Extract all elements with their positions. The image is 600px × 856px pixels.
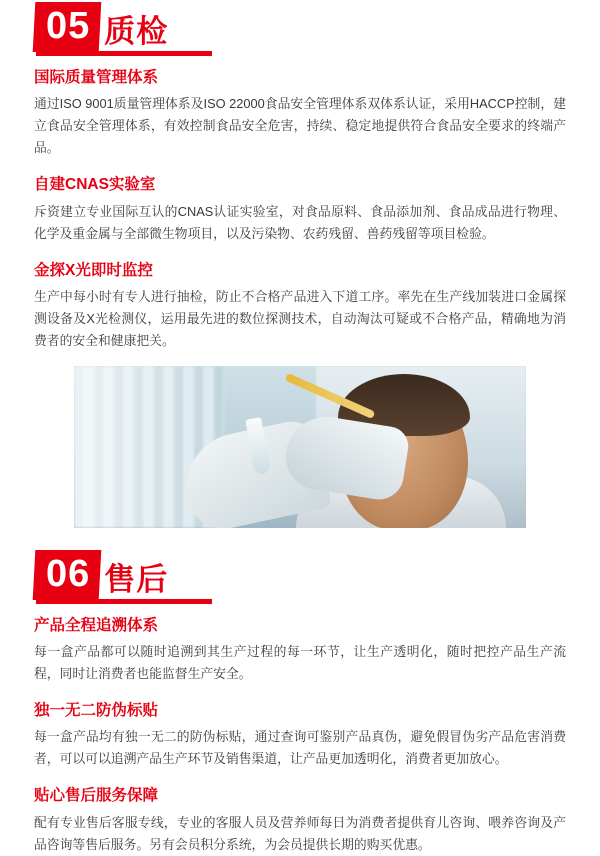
section-number-text: 06 (46, 552, 91, 595)
lab-photo-container (34, 366, 566, 528)
block-title: 产品全程追溯体系 (34, 616, 159, 634)
content-block (34, 173, 566, 244)
content-block (34, 699, 566, 770)
block-title: 贴心售后服务保障 (34, 787, 159, 805)
section-title-text: 质检 (104, 14, 169, 49)
content-block (34, 614, 566, 685)
block-body: 通过ISO 9001质量管理体系及ISO 22000食品安全管理体系双体系认证，采用HACCP控制，建立食品安全管理体系，有效控制食品安全危害，持续、稳定地提供符合食品安全要求的终端产品。 (34, 96, 566, 156)
section-title-text: 售后 (104, 561, 169, 597)
content-block (34, 66, 566, 159)
block-body: 配有专业售后客服专线，专业的客服人员及营养师每日为消费者提供育儿咨询、喂养咨询及产品咨询等售后服务。另有会员积分系统，为会员提供长期的购买优惠。 (34, 814, 566, 852)
section-number-badge (33, 2, 102, 52)
block-body: 每一盒产品都可以随时追溯到其生产过程的每一环节，让生产透明化，随时把控产品生产流程，同时让消费者也能监督生产安全。 (34, 644, 566, 681)
block-title: 自建CNAS实验室 (34, 176, 156, 194)
block-title: 金探X光即时监控 (34, 261, 153, 279)
block-body: 生产中每小时有专人进行抽检，防止不合格产品进入下道工序。率先在生产线加装进口金属探测设备及X光检测仪，运用最先进的数位探测技术，自动淘汰可疑或不合格产品，精确地为消费者的安全和健康把关。 (34, 288, 566, 348)
section-number-text: 05 (46, 5, 91, 47)
content-block (34, 259, 566, 352)
block-title: 国际质量管理体系 (34, 69, 159, 86)
block-body: 每一盒产品均有独一无二的防伪标贴，通过查询可鉴别产品真伪，避免假冒伪劣产品危害消费者，可以可以追溯产品生产环节及销售渠道，让产品更加透明化，消费者更加放心。 (34, 729, 566, 767)
section-banner-06 (34, 548, 566, 600)
block-body: 斥资建立专业国际互认的CNAS认证实验室，对食品原料、食品添加剂、食品成品进行物理、化学及重金属与全部微生物项目，以及污染物、农药残留、兽药残留等项目检验。 (34, 203, 566, 241)
lab-photo (74, 366, 526, 528)
section-number-badge (33, 550, 102, 600)
section-banner-05 (34, 0, 566, 52)
content-block (34, 784, 566, 855)
block-title: 独一无二防伪标贴 (34, 702, 159, 719)
